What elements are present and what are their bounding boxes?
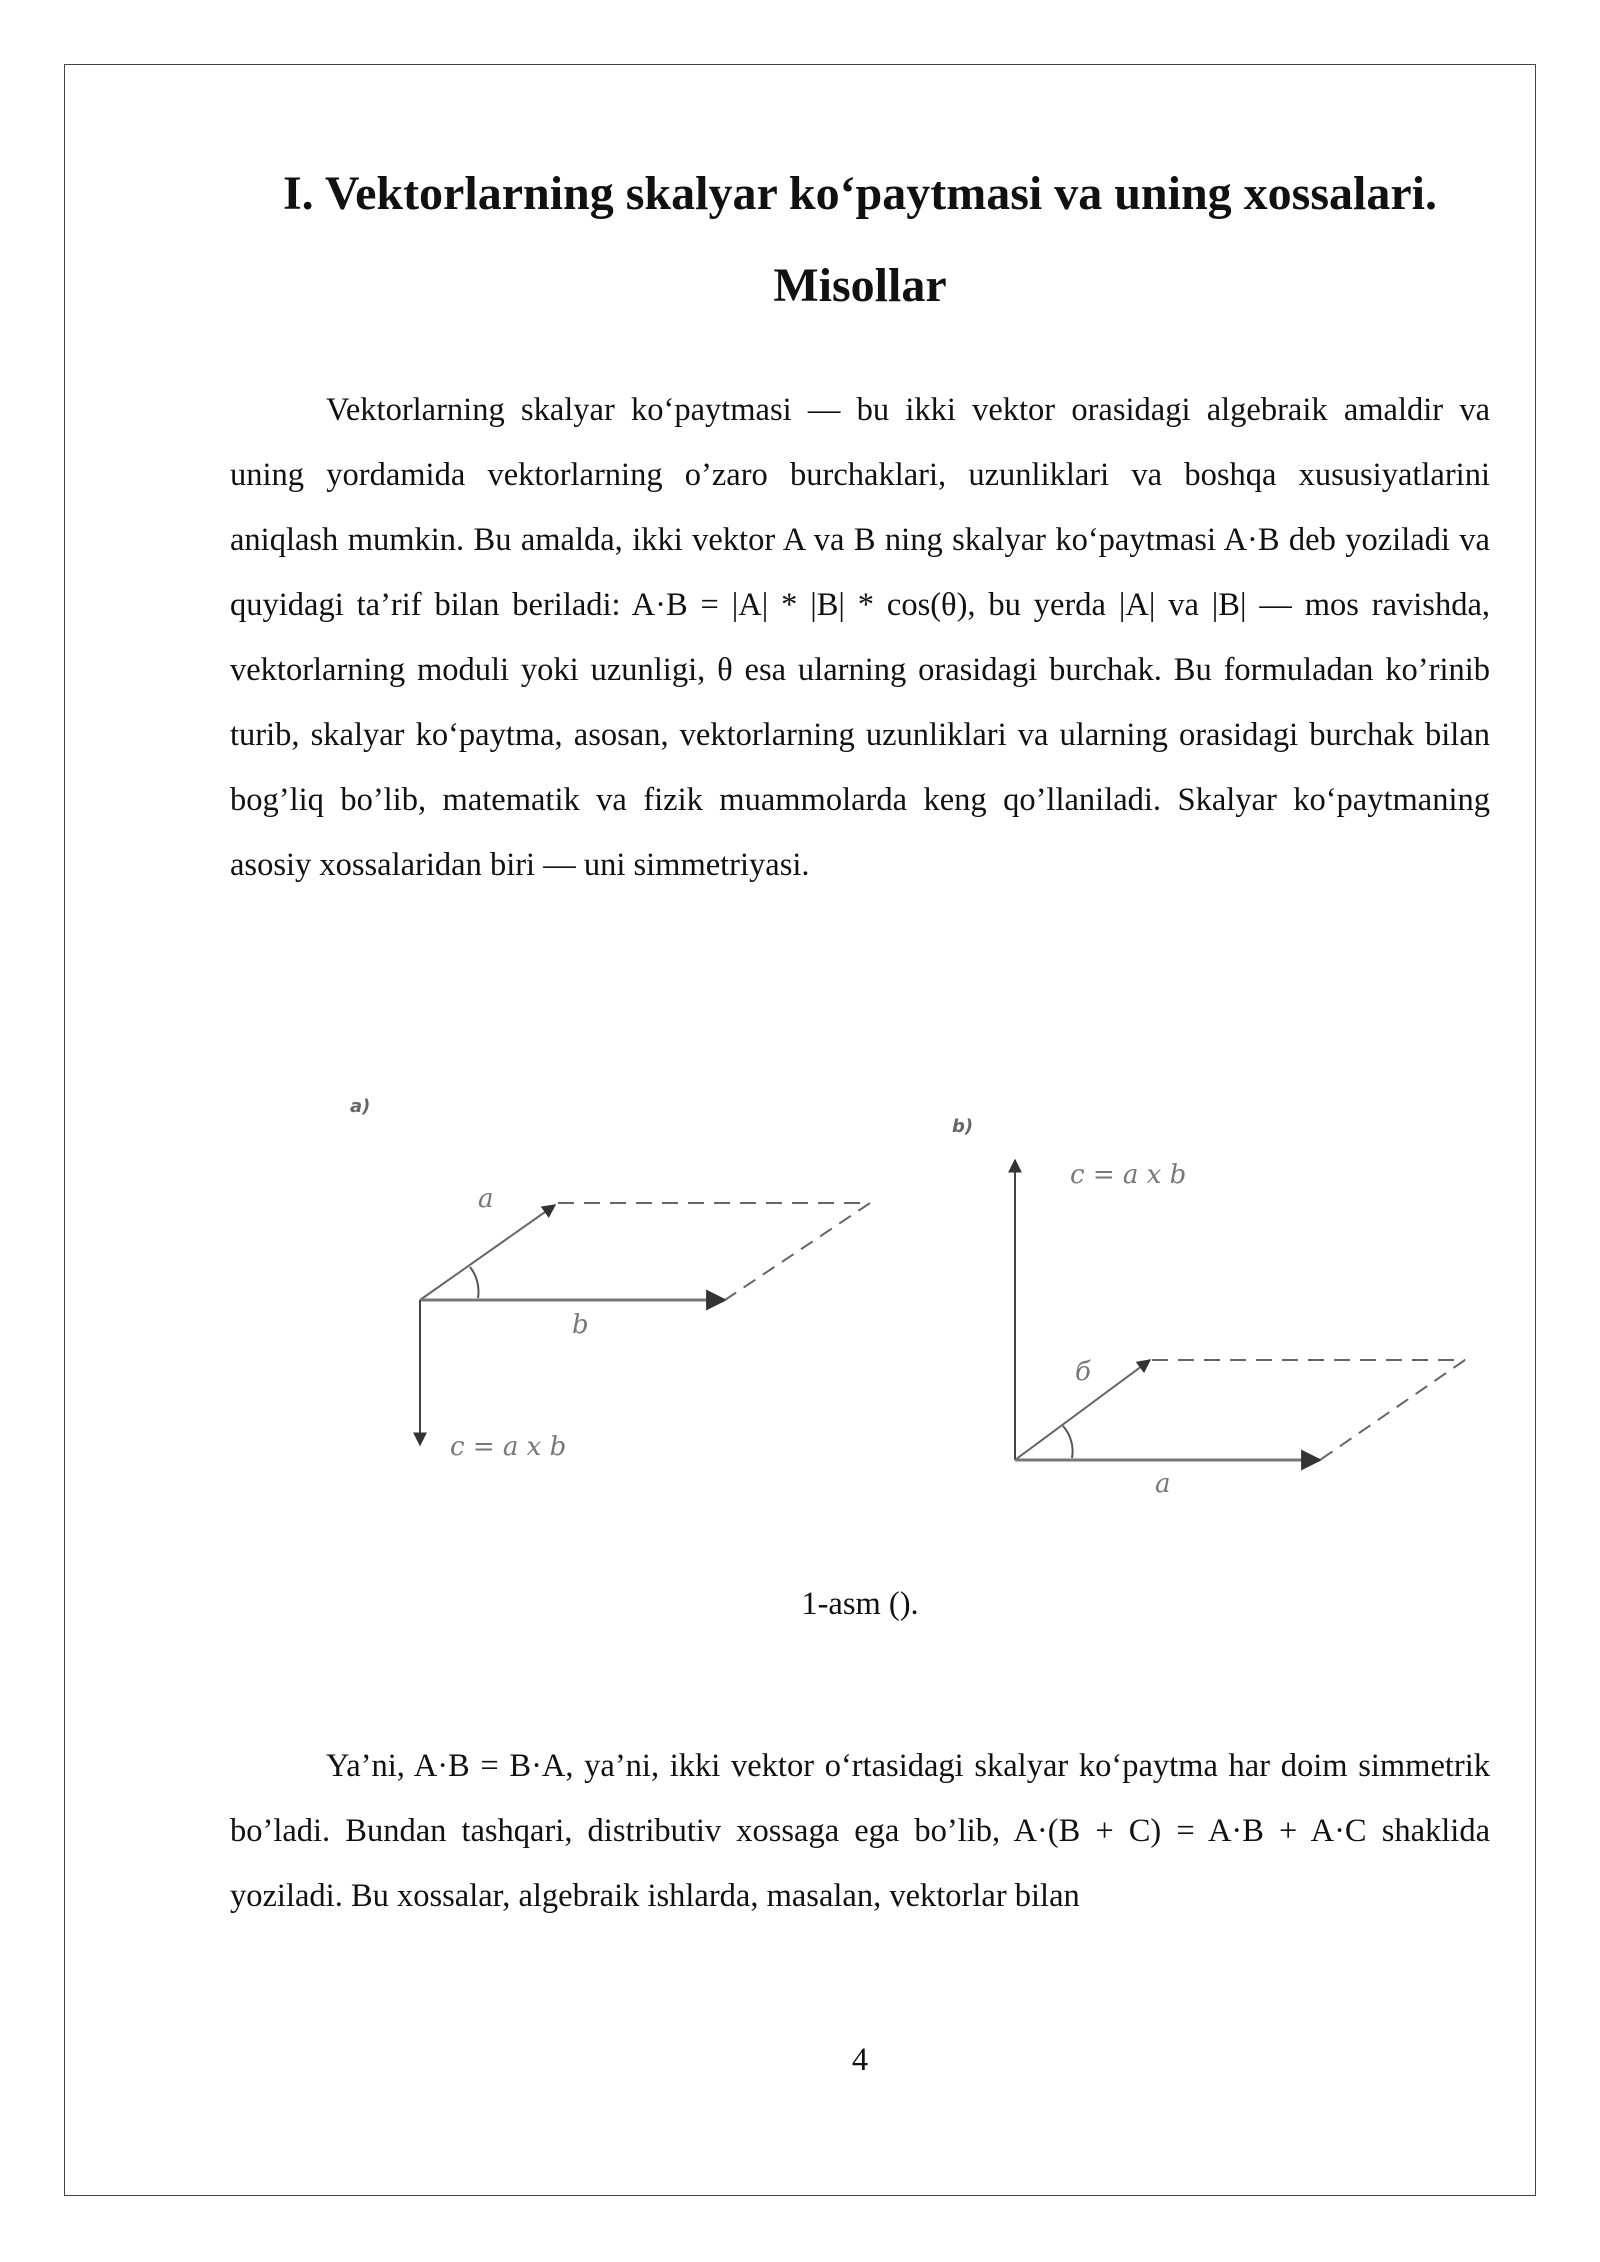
- cross-product-label: c = a x b: [450, 1432, 567, 1462]
- angle-arc: [1063, 1426, 1073, 1458]
- page-number: 4: [851, 2042, 869, 2078]
- cross-product-figure: [340, 1090, 1500, 1520]
- cross-product-label: c = a x b: [1070, 1160, 1187, 1190]
- vector-a-label: a: [1155, 1469, 1171, 1499]
- vector-b-label: б: [1075, 1357, 1091, 1387]
- parallelogram-right-edge: [1320, 1360, 1465, 1460]
- panel-b-label: b): [952, 1116, 974, 1137]
- paragraph-2-text: Ya’ni, A·B = B·A, ya’ni, ikki vektor o‘rtasidagi skalyar ko‘paytma har doim simmetrik bo’ladi. Bundan tashqari, distributiv xossaga ega bo’lib, A·(B + C) = A·B + A·C shaklida yoziladi. Bu xossalar, algebraik ishlarda, masalan, vektorlar bilan: [230, 1748, 1490, 1914]
- paragraph-1-text: Vektorlarning skalyar ko‘paytmasi — bu ikki vektor orasidagi algebraik amaldir va uning yordamida vektorlarning o’zaro burchaklari, uzunliklari va boshqa xususiyatlarini aniqlash mumkin. Bu amalda, ikki vektor A va B ning skalyar ko‘paytmasi A·B deb yoziladi va quyidagi ta’rif bilan beriladi: A·B = |A| * |B| * cos(θ), bu yerda |A| va |B| — mos ravishda, vektorlarning moduli yoki uzunligi, θ esa ularning orasidagi burchak. Bu formuladan ko’rinib turib, skalyar ko‘paytma, asosan, vektorlarning uzunliklari va ularning orasidagi burchak bilan bog’liq bo’lib, matematik va fizik muammolarda keng qo’llaniladi. Skalyar ko‘paytmaning asosiy xossalaridan biri — uni simmetriyasi.: [230, 392, 1490, 883]
- vector-b-label: b: [572, 1310, 589, 1340]
- angle-arc: [470, 1267, 479, 1298]
- document-title: I. Vektorlarning skalyar ko‘paytmasi va uning xossalari. Misollar: [283, 167, 1437, 312]
- panel-b: [952, 1116, 1465, 1499]
- parallelogram-right-edge: [725, 1203, 870, 1300]
- vector-a-arrow: [420, 1205, 555, 1300]
- panel-a: [350, 1096, 870, 1462]
- vector-a-label: a: [478, 1184, 494, 1214]
- figure-caption: 1-asm ().: [801, 1586, 919, 1622]
- paragraph-2: [230, 1734, 1490, 1929]
- panel-a-label: a): [350, 1096, 371, 1117]
- paragraph-1: [230, 378, 1490, 898]
